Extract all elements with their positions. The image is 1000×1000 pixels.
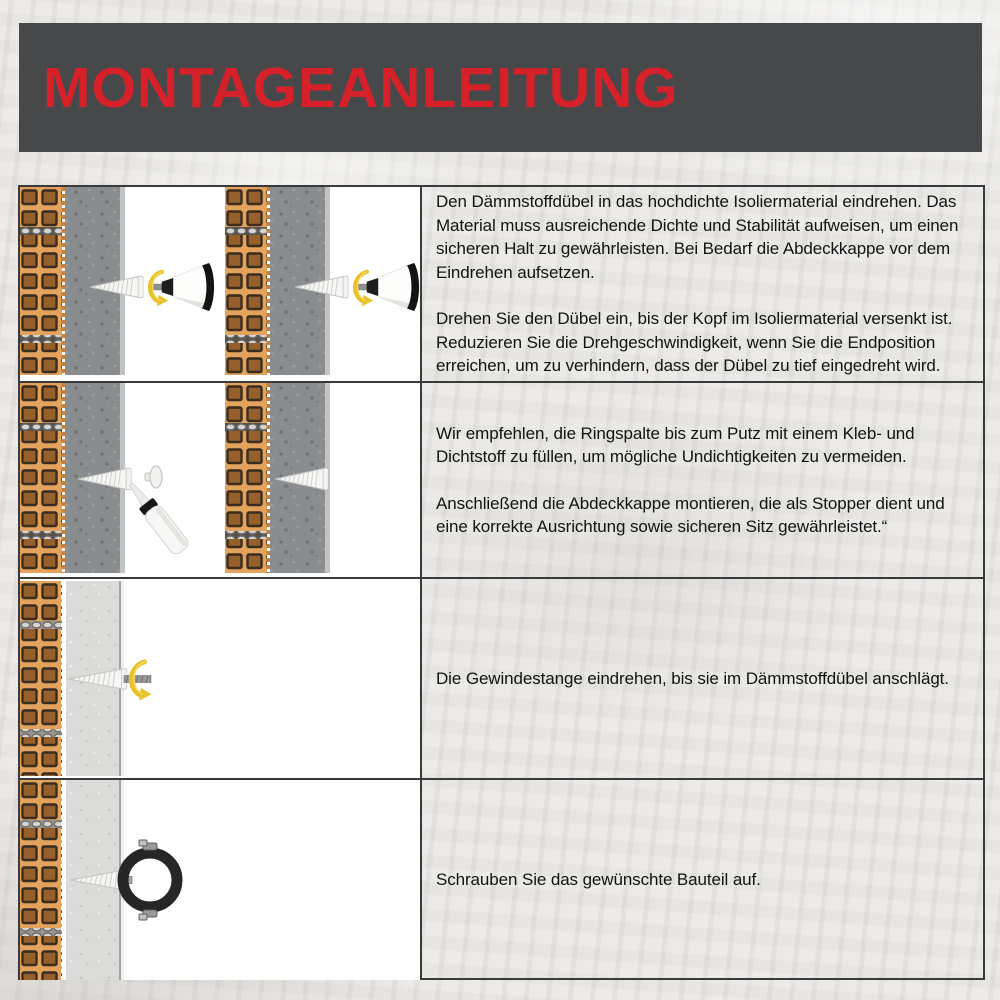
brick-wall-icon bbox=[225, 187, 330, 375]
panel-left bbox=[20, 187, 214, 375]
threaded-rod-icon bbox=[124, 676, 151, 683]
panel-left bbox=[20, 383, 191, 573]
text-cell-4 bbox=[422, 780, 983, 980]
instruction-row-2 bbox=[20, 381, 983, 577]
instruction-row-4 bbox=[20, 778, 983, 980]
panel-right bbox=[225, 187, 419, 375]
instruction-row-3 bbox=[20, 577, 983, 778]
illustration-cell-2 bbox=[20, 383, 422, 577]
step1-illustration bbox=[20, 187, 420, 375]
step2-illustration bbox=[20, 383, 420, 573]
panel-single bbox=[20, 780, 177, 980]
header-band bbox=[19, 23, 982, 152]
pipe-clamp-icon bbox=[120, 840, 177, 920]
instruction-paragraph: Die Gewindestange eindrehen, bis sie im Dämmstoffdübel anschlägt. bbox=[436, 668, 949, 688]
illustration-cell-4 bbox=[20, 780, 422, 980]
step3-illustration bbox=[20, 579, 420, 776]
text-cell-2 bbox=[422, 383, 983, 577]
panel-single bbox=[20, 581, 152, 776]
cover-cap-icon bbox=[145, 466, 162, 488]
text-cell-1 bbox=[422, 187, 983, 381]
instruction-paragraph: Drehen Sie den Dübel ein, bis der Kopf im Isoliermaterial versenkt ist. Reduzieren Sie die Drehgeschwindigkeit, wenn Sie die Endposition erreichen, um zu verhindern, dass der Dübel zu tief eingedreht wird. bbox=[436, 309, 953, 376]
panel-right bbox=[225, 383, 330, 573]
illustration-cell-3 bbox=[20, 579, 422, 778]
instruction-table bbox=[18, 185, 985, 980]
instruction-paragraph: Wir empfehlen, die Ringspalte bis zum Putz mit einem Kleb- und Dichtstoff zu füllen, um mögliche Undichtigkeiten zu vermeiden. bbox=[436, 423, 915, 467]
instruction-paragraph: Anschließend die Abdeckkappe montieren, die als Stopper dient und eine korrekte Ausrichtung sowie sicheren Sitz gewährleistet.“ bbox=[436, 493, 945, 536]
instruction-row-1 bbox=[20, 187, 983, 381]
instruction-paragraph: Schrauben Sie das gewünschte Bauteil auf. bbox=[436, 870, 761, 890]
step4-illustration bbox=[20, 780, 420, 980]
instruction-paragraph: Den Dämmstoffdübel in das hochdichte Isoliermaterial eindrehen. Das Material muss ausreichende Dichte und Stabilität aufweisen, um einen sicheren Halt zu gewährleisten. Bei Bedarf die Abdeckkappe vor dem Eindrehen aufsetzen. bbox=[436, 192, 959, 282]
text-cell-3 bbox=[422, 579, 983, 778]
illustration-cell-1 bbox=[20, 187, 422, 381]
brick-wall-icon bbox=[20, 187, 125, 375]
page-title: MONTAGEANLEITUNG bbox=[43, 55, 679, 120]
sealant-tube-icon bbox=[123, 478, 190, 557]
